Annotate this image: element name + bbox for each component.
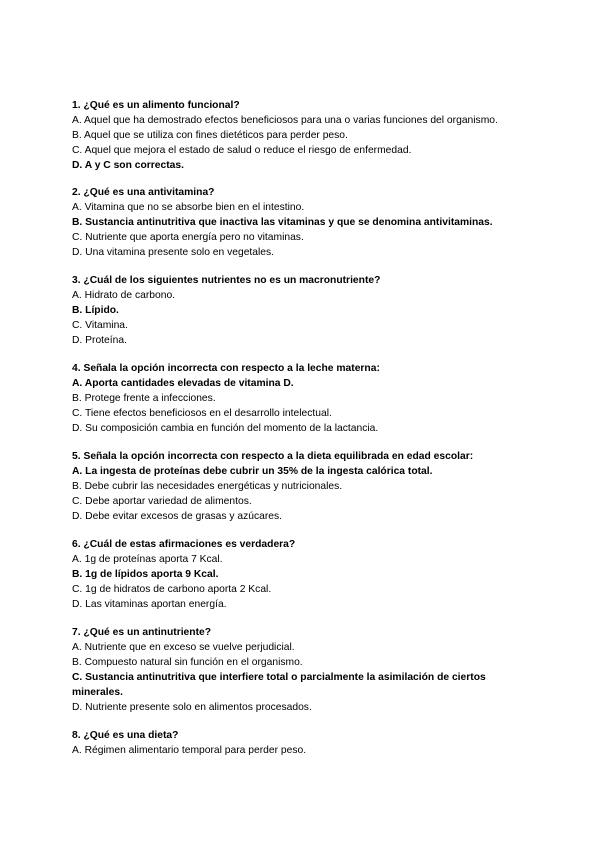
- option-d: D. Debe evitar excesos de grasas y azúcares.: [72, 511, 283, 522]
- option-a: A. Hidrato de carbono.: [72, 290, 176, 301]
- question-7: [72, 625, 532, 715]
- option-a: A. Vitamina que no se absorbe bien en el intestino.: [72, 202, 305, 213]
- option-c: C. Vitamina.: [72, 320, 128, 331]
- option-c: C. Sustancia antinutritiva que interfiere total o parcialmente la asimilación de ciertos minerales.: [72, 672, 486, 698]
- option-d: D. Su composición cambia en función del momento de la lactancia.: [72, 423, 379, 434]
- option-a: A. Aporta cantidades elevadas de vitamina D.: [72, 378, 294, 389]
- question-title: 7. ¿Qué es un antinutriente?: [72, 627, 212, 638]
- quiz-document: [72, 98, 532, 771]
- question-title: 8. ¿Qué es una dieta?: [72, 730, 179, 741]
- option-c: C. Aquel que mejora el estado de salud o reduce el riesgo de enfermedad.: [72, 145, 412, 156]
- option-d: D. Las vitaminas aportan energía.: [72, 599, 227, 610]
- option-c: C. Tiene efectos beneficiosos en el desarrollo intelectual.: [72, 408, 332, 419]
- question-title: 6. ¿Cuál de estas afirmaciones es verdadera?: [72, 539, 296, 550]
- option-c: C. Nutriente que aporta energía pero no vitaminas.: [72, 232, 304, 243]
- option-d: D. Una vitamina presente solo en vegetales.: [72, 247, 275, 258]
- option-c: C. 1g de hidratos de carbono aporta 2 Kcal.: [72, 584, 272, 595]
- question-3: [72, 273, 532, 348]
- question-title: 3. ¿Cuál de los siguientes nutrientes no es un macronutriente?: [72, 275, 381, 286]
- option-a: A. Nutriente que en exceso se vuelve perjudicial.: [72, 642, 295, 653]
- option-b: B. Sustancia antinutritiva que inactiva las vitaminas y que se denomina antivitaminas.: [72, 217, 493, 228]
- question-2: [72, 185, 532, 260]
- question-5: [72, 449, 532, 524]
- option-b: B. 1g de lípidos aporta 9 Kcal.: [72, 569, 219, 580]
- option-a: A. 1g de proteínas aporta 7 Kcal.: [72, 554, 223, 565]
- question-4: [72, 361, 532, 436]
- option-a: A. La ingesta de proteínas debe cubrir un 35% de la ingesta calórica total.: [72, 466, 433, 477]
- option-b: B. Aquel que se utiliza con fines dietéticos para perder peso.: [72, 130, 348, 141]
- question-8: [72, 728, 532, 758]
- option-a: A. Aquel que ha demostrado efectos beneficiosos para una o varias funciones del organismo.: [72, 115, 498, 126]
- option-c: C. Debe aportar variedad de alimentos.: [72, 496, 252, 507]
- question-title: 5. Señala la opción incorrecta con respecto a la dieta equilibrada en edad escolar:: [72, 451, 474, 462]
- question-title: 4. Señala la opción incorrecta con respecto a la leche materna:: [72, 363, 380, 374]
- question-title: 2. ¿Qué es una antivitamina?: [72, 187, 215, 198]
- option-a: A. Régimen alimentario temporal para perder peso.: [72, 745, 307, 756]
- option-d: D. Nutriente presente solo en alimentos procesados.: [72, 702, 312, 713]
- option-b: B. Protege frente a infecciones.: [72, 393, 216, 404]
- question-1: [72, 98, 532, 173]
- question-6: [72, 537, 532, 612]
- option-d: D. A y C son correctas.: [72, 160, 184, 171]
- option-b: B. Compuesto natural sin función en el organismo.: [72, 657, 303, 668]
- option-d: D. Proteína.: [72, 335, 127, 346]
- option-b: B. Debe cubrir las necesidades energéticas y nutricionales.: [72, 481, 343, 492]
- option-b: B. Lípido.: [72, 305, 119, 316]
- question-title: 1. ¿Qué es un alimento funcional?: [72, 100, 240, 111]
